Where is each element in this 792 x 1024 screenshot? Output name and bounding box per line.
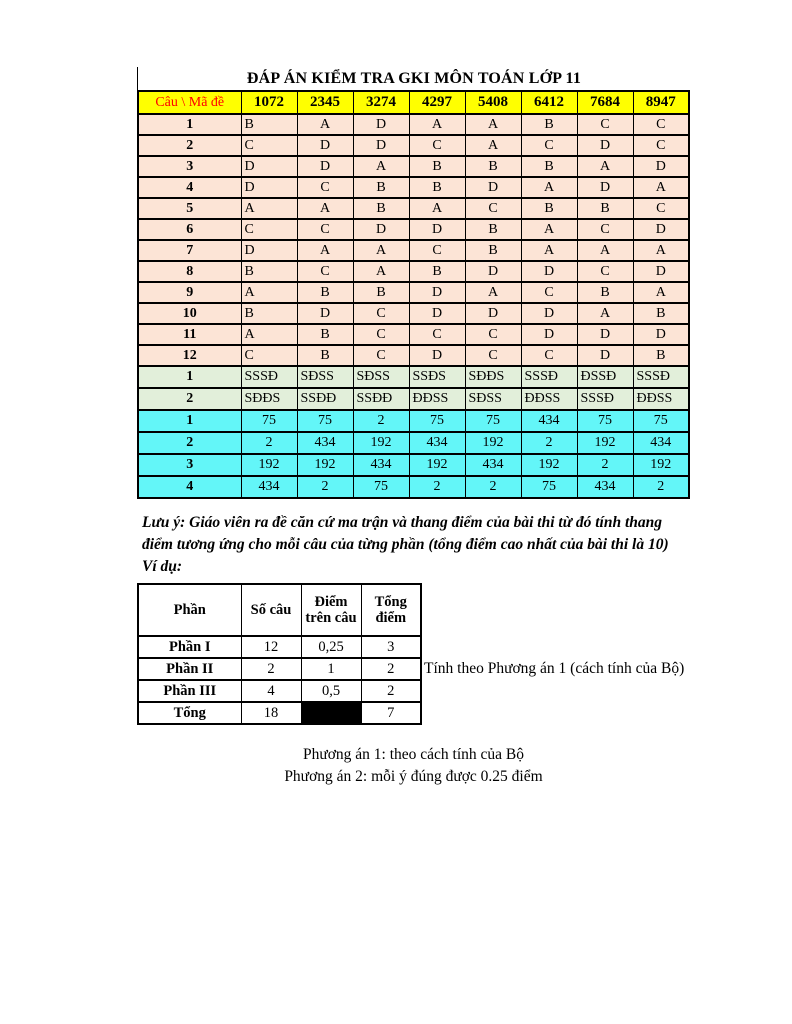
table-row <box>138 345 689 366</box>
score-value-cell: 12 <box>241 636 301 658</box>
answer-cell: A <box>241 198 297 219</box>
score-value-cell: 7 <box>361 702 421 724</box>
answer-cell: A <box>521 219 577 240</box>
answer-cell: D <box>465 177 521 198</box>
answer-cell: SSSĐ <box>241 366 297 388</box>
answer-cell: D <box>409 282 465 303</box>
answer-cell: A <box>409 114 465 135</box>
score-value-cell: 1 <box>301 658 361 680</box>
answer-cell: D <box>521 261 577 282</box>
answer-cell: B <box>409 156 465 177</box>
row-label-cell: 6 <box>138 219 241 240</box>
table-row <box>138 135 689 156</box>
answer-cell: D <box>465 303 521 324</box>
table-row <box>138 476 689 498</box>
answer-cell: D <box>633 219 689 240</box>
table-row <box>138 282 689 303</box>
answer-cell: A <box>577 240 633 261</box>
header-row <box>138 91 689 114</box>
answer-cell: B <box>297 324 353 345</box>
answer-cell: B <box>297 282 353 303</box>
answer-cell: C <box>297 177 353 198</box>
row-label-cell: 5 <box>138 198 241 219</box>
answer-cell: C <box>297 219 353 240</box>
answer-cell: A <box>353 156 409 177</box>
answer-cell: A <box>465 114 521 135</box>
answer-cell: D <box>297 135 353 156</box>
row-label-cell: 2 <box>138 432 241 454</box>
answer-cell: A <box>297 240 353 261</box>
answer-cell: SSSĐ <box>633 366 689 388</box>
footer-notes <box>137 744 690 788</box>
answer-cell: 75 <box>521 476 577 498</box>
answer-cell: A <box>633 177 689 198</box>
table-row <box>138 658 421 680</box>
answer-cell: ĐĐSS <box>633 388 689 410</box>
answer-cell: B <box>465 219 521 240</box>
answer-cell: B <box>409 177 465 198</box>
answer-cell: A <box>465 282 521 303</box>
answer-cell: C <box>409 240 465 261</box>
score-value-cell: 2 <box>361 680 421 702</box>
answer-cell: C <box>353 345 409 366</box>
score-header-cell: Phần <box>138 584 241 636</box>
row-label-cell: 4 <box>138 177 241 198</box>
answer-cell: SSSĐ <box>521 366 577 388</box>
answer-cell: A <box>633 282 689 303</box>
answer-cell: D <box>297 303 353 324</box>
answer-cell: D <box>521 324 577 345</box>
answer-cell: B <box>521 114 577 135</box>
corner-cell: Câu \ Mã đề <box>138 91 241 114</box>
answer-cell: D <box>241 240 297 261</box>
answer-cell: C <box>465 345 521 366</box>
table-row <box>138 240 689 261</box>
row-label-cell: 7 <box>138 240 241 261</box>
answer-cell: 2 <box>241 432 297 454</box>
answer-cell: 434 <box>297 432 353 454</box>
table-row <box>138 219 689 240</box>
answer-cell: C <box>633 114 689 135</box>
answer-cell: 2 <box>633 476 689 498</box>
answer-cell: C <box>353 303 409 324</box>
answer-cell: SĐĐS <box>241 388 297 410</box>
answer-cell: C <box>409 135 465 156</box>
row-label-cell: 9 <box>138 282 241 303</box>
row-label-cell: 1 <box>138 114 241 135</box>
answer-cell: A <box>577 303 633 324</box>
answer-cell: 75 <box>353 476 409 498</box>
score-header-cell: Số câu <box>241 584 301 636</box>
row-label-cell: 10 <box>138 303 241 324</box>
table-row <box>138 366 689 388</box>
answer-cell: B <box>577 198 633 219</box>
answer-cell: D <box>409 219 465 240</box>
score-table-header <box>138 584 421 636</box>
table-row <box>138 156 689 177</box>
score-header-row <box>138 584 421 636</box>
answer-cell: 434 <box>353 454 409 476</box>
row-label-cell: 1 <box>138 410 241 432</box>
answer-cell: D <box>241 156 297 177</box>
answer-cell: C <box>577 261 633 282</box>
answer-cell: SSSĐ <box>577 388 633 410</box>
answer-cell: D <box>409 303 465 324</box>
answer-cell: D <box>353 135 409 156</box>
answer-cell: 434 <box>633 432 689 454</box>
answer-cell: C <box>241 135 297 156</box>
answer-cell: D <box>465 261 521 282</box>
page-title: ĐÁP ÁN KIỂM TRA GKI MÔN TOÁN LỚP 11 <box>137 67 690 90</box>
answer-cell: C <box>521 345 577 366</box>
answer-cell: B <box>297 345 353 366</box>
table-row <box>138 432 689 454</box>
answer-cell: A <box>241 324 297 345</box>
answer-cell: SĐSS <box>353 366 409 388</box>
answer-key-table-wrap <box>137 90 690 499</box>
answer-cell: D <box>577 177 633 198</box>
footer-line: Phương án 2: mỗi ý đúng được 0.25 điểm <box>284 768 543 785</box>
table-row <box>138 680 421 702</box>
row-label-cell: 3 <box>138 156 241 177</box>
table-row <box>138 114 689 135</box>
score-value-cell: 0,5 <box>301 680 361 702</box>
answer-cell: C <box>241 345 297 366</box>
answer-cell: SĐSS <box>465 388 521 410</box>
score-row-label-cell: Phần III <box>138 680 241 702</box>
answer-cell: 192 <box>577 432 633 454</box>
multiple-choice-section <box>138 114 689 366</box>
answer-cell: A <box>521 240 577 261</box>
answer-cell: A <box>297 198 353 219</box>
answer-cell: 192 <box>521 454 577 476</box>
score-value-cell: 0,25 <box>301 636 361 658</box>
answer-cell: SSĐĐ <box>297 388 353 410</box>
table-row <box>138 261 689 282</box>
score-header-cell: Điểm trên câu <box>301 584 361 636</box>
answer-cell: D <box>241 177 297 198</box>
footer-line: Phương án 1: theo cách tính của Bộ <box>302 746 525 763</box>
row-label-cell: 12 <box>138 345 241 366</box>
answer-cell: C <box>521 135 577 156</box>
table-row <box>138 702 421 724</box>
answer-cell: D <box>297 156 353 177</box>
answer-cell: C <box>521 282 577 303</box>
answer-cell: 2 <box>465 476 521 498</box>
answer-cell: A <box>409 198 465 219</box>
score-value-cell: 3 <box>361 636 421 658</box>
table-row <box>138 303 689 324</box>
answer-cell: B <box>577 282 633 303</box>
row-label-cell: 4 <box>138 476 241 498</box>
answer-cell: C <box>465 198 521 219</box>
answer-cell: C <box>241 219 297 240</box>
answer-cell: 2 <box>521 432 577 454</box>
answer-cell: D <box>577 324 633 345</box>
answer-cell: B <box>465 240 521 261</box>
answer-cell: A <box>521 177 577 198</box>
score-value-cell: 18 <box>241 702 301 724</box>
true-false-section <box>138 366 689 410</box>
answer-cell: ĐSSĐ <box>577 366 633 388</box>
answer-cell: B <box>241 303 297 324</box>
answer-cell: B <box>633 303 689 324</box>
answer-cell: 75 <box>465 410 521 432</box>
answer-cell: 75 <box>577 410 633 432</box>
score-value-cell: 2 <box>361 658 421 680</box>
exam-code-cell: 6412 <box>521 91 577 114</box>
score-header-cell: Tổng điểm <box>361 584 421 636</box>
answer-cell: 192 <box>353 432 409 454</box>
answer-cell: D <box>633 261 689 282</box>
answer-cell: 192 <box>297 454 353 476</box>
answer-cell: ĐĐSS <box>409 388 465 410</box>
exam-code-cell: 3274 <box>353 91 409 114</box>
answer-cell: C <box>633 198 689 219</box>
answer-cell: 2 <box>353 410 409 432</box>
answer-cell: 2 <box>297 476 353 498</box>
answer-cell: 192 <box>241 454 297 476</box>
answer-cell: D <box>521 303 577 324</box>
answer-cell: A <box>353 261 409 282</box>
teacher-note <box>142 512 702 578</box>
answer-cell: C <box>465 324 521 345</box>
answer-cell: 75 <box>241 410 297 432</box>
answer-cell: B <box>521 198 577 219</box>
answer-cell: D <box>577 345 633 366</box>
answer-cell: 75 <box>409 410 465 432</box>
answer-cell: C <box>577 219 633 240</box>
row-label-cell: 1 <box>138 366 241 388</box>
table-row <box>138 177 689 198</box>
score-row-label-cell: Tổng <box>138 702 241 724</box>
exam-code-cell: 7684 <box>577 91 633 114</box>
answer-cell: 434 <box>465 454 521 476</box>
answer-key-table <box>137 90 690 499</box>
answer-cell: ĐĐSS <box>521 388 577 410</box>
answer-cell: B <box>409 261 465 282</box>
answer-cell: C <box>633 135 689 156</box>
exam-code-cell: 4297 <box>409 91 465 114</box>
answer-cell: A <box>633 240 689 261</box>
answer-cell: 2 <box>577 454 633 476</box>
answer-table-header <box>138 91 689 114</box>
exam-code-cell: 5408 <box>465 91 521 114</box>
answer-cell: C <box>353 324 409 345</box>
score-table <box>137 583 422 725</box>
score-row-label-cell: Phần I <box>138 636 241 658</box>
note-line: Lưu ý: Giáo viên ra đề căn cứ ma trận và thang điểm của bài thi từ đó tính thang <box>142 514 663 531</box>
answer-cell: C <box>409 324 465 345</box>
table-row <box>138 454 689 476</box>
answer-cell: D <box>577 135 633 156</box>
answer-cell: D <box>409 345 465 366</box>
blacked-out-cell <box>301 702 361 724</box>
answer-cell: B <box>521 156 577 177</box>
row-label-cell: 3 <box>138 454 241 476</box>
table-row <box>138 324 689 345</box>
answer-cell: 434 <box>241 476 297 498</box>
answer-cell: A <box>353 240 409 261</box>
answer-cell: A <box>465 135 521 156</box>
answer-cell: 192 <box>465 432 521 454</box>
answer-cell: C <box>577 114 633 135</box>
answer-cell: 75 <box>297 410 353 432</box>
answer-cell: 434 <box>577 476 633 498</box>
row-label-cell: 2 <box>138 135 241 156</box>
answer-cell: 192 <box>633 454 689 476</box>
exam-code-cell: 2345 <box>297 91 353 114</box>
row-label-cell: 8 <box>138 261 241 282</box>
table-row <box>138 410 689 432</box>
score-value-cell: 4 <box>241 680 301 702</box>
answer-cell: SĐĐS <box>465 366 521 388</box>
answer-cell: B <box>241 261 297 282</box>
answer-cell: D <box>353 114 409 135</box>
row-label-cell: 11 <box>138 324 241 345</box>
answer-cell: 434 <box>521 410 577 432</box>
answer-cell: A <box>297 114 353 135</box>
answer-cell: 192 <box>409 454 465 476</box>
row-label-cell: 2 <box>138 388 241 410</box>
table-row <box>138 198 689 219</box>
answer-cell: D <box>353 219 409 240</box>
answer-cell: A <box>241 282 297 303</box>
answer-cell: SĐSS <box>297 366 353 388</box>
side-note: Tính theo Phương án 1 (cách tính của Bộ) <box>424 660 685 677</box>
answer-cell: A <box>577 156 633 177</box>
answer-cell: B <box>353 177 409 198</box>
answer-cell: 434 <box>409 432 465 454</box>
exam-code-cell: 1072 <box>241 91 297 114</box>
answer-cell: D <box>633 156 689 177</box>
answer-cell: 75 <box>633 410 689 432</box>
answer-cell: B <box>465 156 521 177</box>
score-row-label-cell: Phần II <box>138 658 241 680</box>
answer-cell: SSĐĐ <box>353 388 409 410</box>
answer-cell: 2 <box>409 476 465 498</box>
answer-cell: SSĐS <box>409 366 465 388</box>
score-table-body <box>138 636 421 724</box>
answer-cell: D <box>633 324 689 345</box>
numeric-section <box>138 410 689 498</box>
table-row <box>138 388 689 410</box>
answer-cell: B <box>353 282 409 303</box>
answer-cell: B <box>633 345 689 366</box>
answer-cell: B <box>241 114 297 135</box>
score-value-cell: 2 <box>241 658 301 680</box>
exam-code-cell: 8947 <box>633 91 689 114</box>
table-row <box>138 636 421 658</box>
note-line: điểm tương ứng cho mỗi câu của từng phần (tổng điểm cao nhất của bài thi là 10) <box>142 536 669 553</box>
score-table-wrap <box>137 583 422 725</box>
answer-cell: C <box>297 261 353 282</box>
note-line: Ví dụ: <box>142 558 183 575</box>
answer-cell: B <box>353 198 409 219</box>
